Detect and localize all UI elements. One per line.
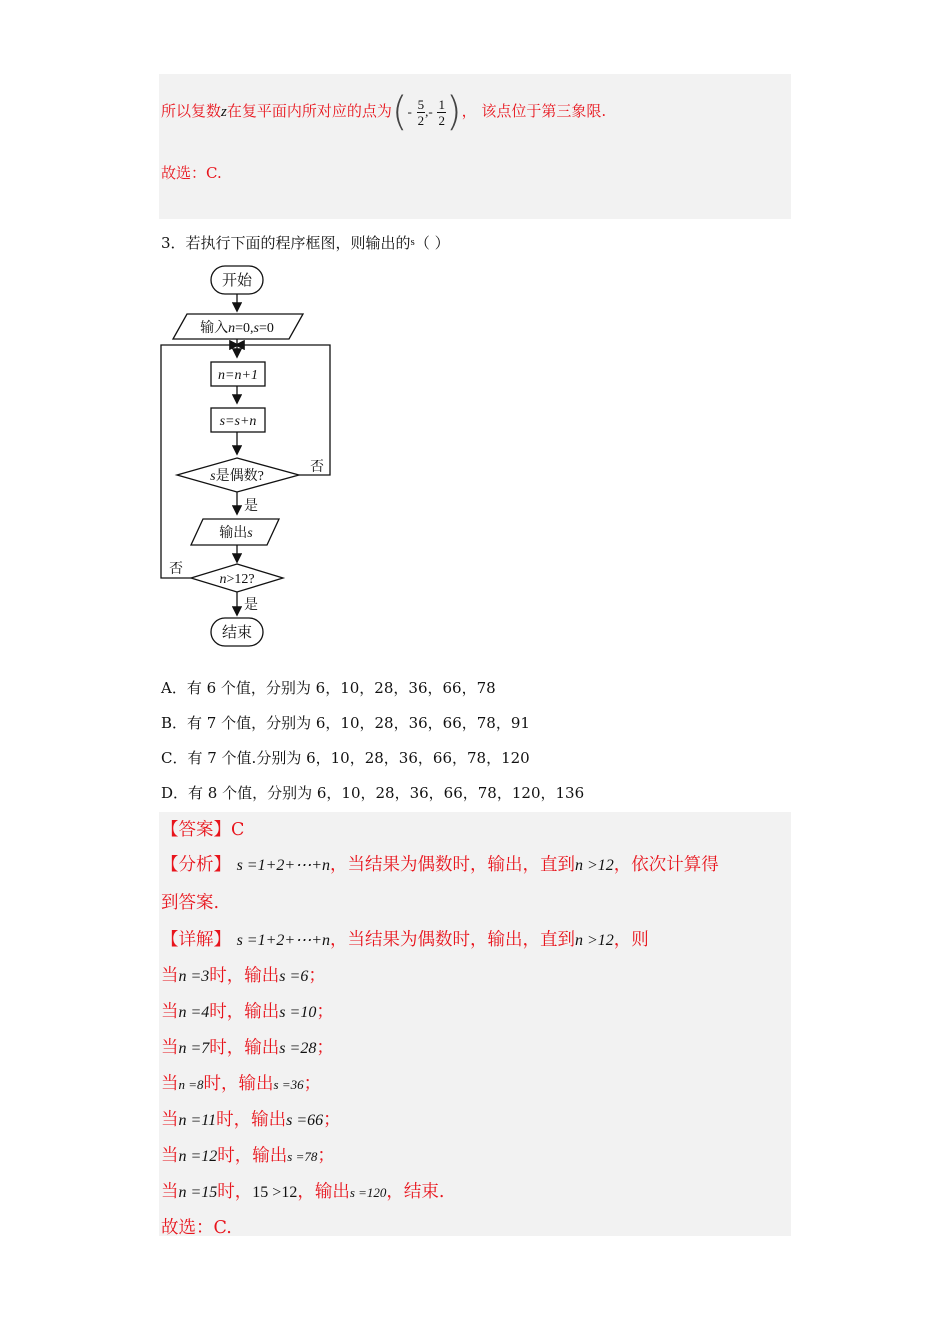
- option-b: B．有 7 个值，分别为 6，10，28，36，66，78，91: [161, 714, 530, 732]
- left-paren: (: [391, 89, 408, 135]
- step-row: 当n =12时，输出s =78；: [161, 1146, 335, 1166]
- final-choice: 故选：C.: [161, 1218, 232, 1238]
- prev-text-c: ， 该点位于第三象限.: [461, 102, 607, 120]
- comma-minus: ,-: [425, 104, 433, 119]
- flowchart: [155, 258, 355, 658]
- detail-line: 【详解】 s =1+2+⋯+n，当结果为偶数时，输出，直到n >12，则: [161, 930, 649, 950]
- step-row: 当n =4时，输出s =10；: [161, 1002, 334, 1022]
- end-label: 结束: [221, 625, 253, 641]
- question-stem: 3．若执行下面的程序框图，则输出的$^s$（ ）: [161, 234, 450, 252]
- input-label: 输入n=0,s=0: [200, 321, 274, 336]
- output-label: 输出s: [219, 526, 253, 541]
- detail-label: 【详解】: [161, 930, 231, 950]
- no-label-1: 否: [310, 460, 324, 475]
- yes-label-2: 是: [244, 598, 258, 613]
- answer-value: C: [231, 820, 245, 840]
- option-d: D．有 8 个值，分别为 6，10，28，36，66，78，120，136: [161, 784, 585, 802]
- minus-sign-1: -: [407, 104, 412, 119]
- step-s-accumulate-label: s=s+n: [219, 414, 257, 429]
- answer-label: 【答案】: [161, 820, 231, 840]
- option-a: A．有 6 个值，分别为 6，10，28，36，66，78: [161, 679, 496, 697]
- analysis-label: 【分析】: [161, 855, 231, 875]
- step-n-increment-label: n=n+1: [218, 368, 258, 383]
- answer-line: [161, 816, 244, 841]
- prev-var-z: z: [221, 104, 227, 120]
- step-row-final: 当n =15时，15 >12，输出s =120，结束.: [161, 1182, 445, 1202]
- prev-text-a: 所以复数: [161, 102, 222, 120]
- decision-s-even-label: s是偶数?: [210, 469, 264, 484]
- detail-condition: n >12: [575, 932, 614, 949]
- decision-n-label: n>12?: [219, 572, 255, 587]
- option-c: C．有 7 个值.分别为 6，10，28，36，66，78，120: [161, 749, 530, 767]
- step-row: 当n =11时，输出s =66；: [161, 1110, 341, 1130]
- analysis-condition: n >12: [575, 857, 614, 874]
- step-row: 当n =3时，输出s =6；: [161, 966, 326, 986]
- right-paren: ): [445, 89, 462, 135]
- previous-solution-choice: 故选：C.: [161, 164, 222, 182]
- analysis-formula: s =1+2+⋯+n: [236, 857, 330, 874]
- fraction-2: $\frac{1}{2}$: [438, 96, 445, 128]
- previous-solution-line1: [161, 88, 606, 134]
- analysis-line-1: 【分析】 s =1+2+⋯+n，当结果为偶数时，输出，直到n >12，依次计算得: [161, 855, 719, 875]
- step-row: 当n =8时，输出s =36；: [161, 1074, 322, 1094]
- start-label: 开始: [221, 273, 253, 289]
- analysis-line-2: 到答案.: [161, 893, 220, 913]
- yes-label-1: 是: [244, 499, 258, 514]
- step-row: 当n =7时，输出s =28；: [161, 1038, 334, 1058]
- fraction-1: $\frac{5}{2}$: [417, 96, 425, 128]
- prev-text-b: 在复平面内所对应的点为: [226, 102, 392, 120]
- no-label-2: 否: [169, 562, 183, 577]
- detail-formula: s =1+2+⋯+n: [236, 932, 330, 949]
